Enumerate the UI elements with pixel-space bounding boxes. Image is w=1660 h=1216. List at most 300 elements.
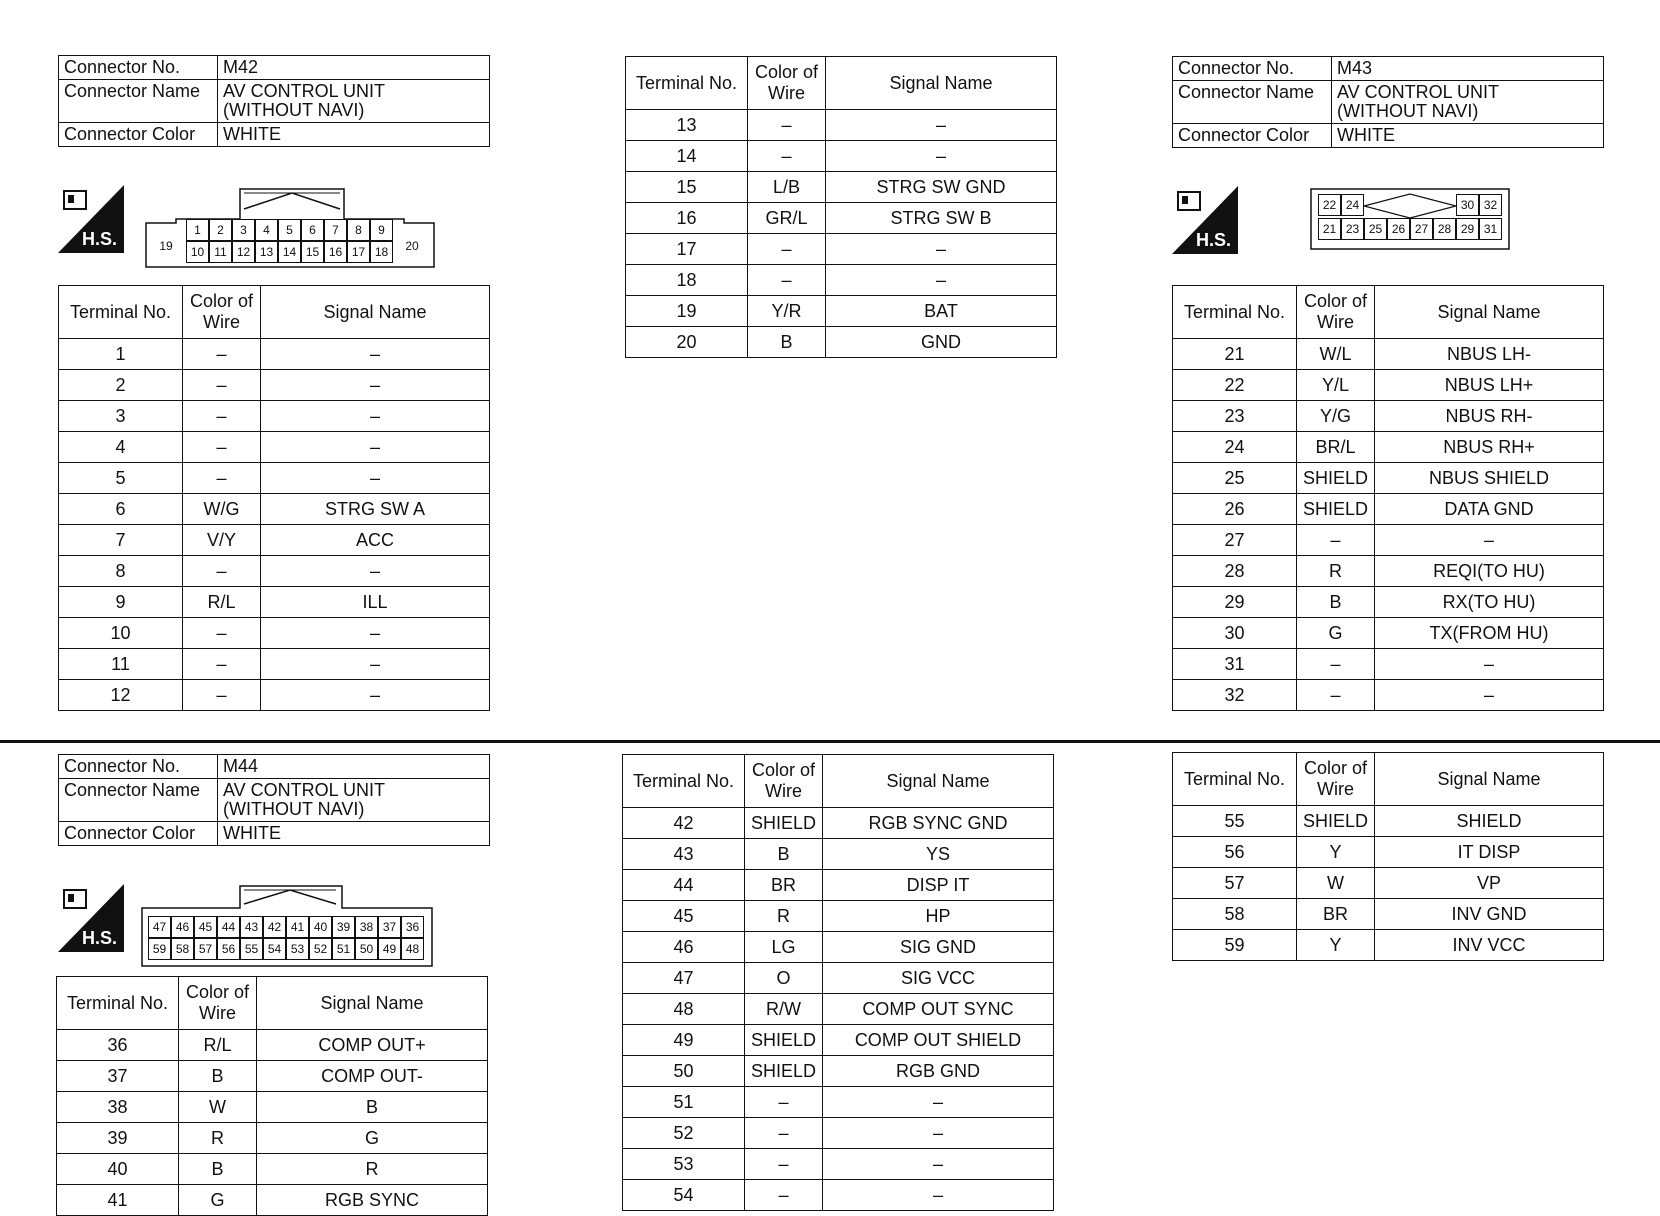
info-value: AV CONTROL UNIT (WITHOUT NAVI) (218, 779, 490, 822)
m44-terminal-table-final (1172, 752, 1604, 961)
terminal-cell: 28 (1173, 556, 1297, 587)
terminal-cell: 30 (1173, 618, 1297, 649)
header-signal: Signal Name (1375, 753, 1604, 806)
signal-name-cell: YS (823, 839, 1054, 870)
table-row (623, 870, 1054, 901)
table-row (57, 1185, 488, 1216)
pin: 41 (286, 916, 309, 938)
signal-name-cell: GND (826, 327, 1057, 358)
signal-name-cell: VP (1375, 868, 1604, 899)
wire-color-cell: Y/G (1297, 401, 1375, 432)
info-label: Connector Color (59, 123, 218, 147)
pin: 45 (194, 916, 217, 938)
m44-terminal-table (56, 976, 488, 1216)
pin: 40 (309, 916, 332, 938)
table-row (623, 932, 1054, 963)
pin: 6 (301, 219, 324, 241)
terminal-cell: 12 (59, 680, 183, 711)
info-value: AV CONTROL UNIT (WITHOUT NAVI) (218, 80, 490, 123)
terminal-cell: 19 (626, 296, 748, 327)
wire-color-cell: LG (745, 932, 823, 963)
pin: 30 (1456, 194, 1479, 216)
wire-color-cell: R/L (183, 587, 261, 618)
pin: 2 (209, 219, 232, 241)
signal-name-cell: BAT (826, 296, 1057, 327)
wire-color-cell: O (745, 963, 823, 994)
harness-side-icon (1172, 186, 1238, 254)
pin: 37 (378, 916, 401, 938)
pin: 31 (1479, 218, 1502, 240)
wire-color-cell: V/Y (183, 525, 261, 556)
m42-terminal-table-continued (625, 56, 1057, 358)
signal-name-cell: – (1375, 680, 1604, 711)
signal-name-cell: COMP OUT- (257, 1061, 488, 1092)
signal-name-cell: – (261, 556, 490, 587)
terminal-cell: 18 (626, 265, 748, 296)
terminal-cell: 5 (59, 463, 183, 494)
pin: 46 (171, 916, 194, 938)
pin: 4 (255, 219, 278, 241)
signal-name-cell: R (257, 1154, 488, 1185)
info-value: WHITE (1332, 124, 1604, 148)
table-row (59, 401, 490, 432)
pin: 5 (278, 219, 301, 241)
terminal-cell: 36 (57, 1030, 179, 1061)
table-row (1173, 339, 1604, 370)
pin: 21 (1318, 218, 1341, 240)
signal-name-cell: STRG SW GND (826, 172, 1057, 203)
terminal-cell: 10 (59, 618, 183, 649)
pin: 53 (286, 938, 309, 960)
pin: 51 (332, 938, 355, 960)
pin: 43 (240, 916, 263, 938)
terminal-cell: 4 (59, 432, 183, 463)
table-row (57, 1092, 488, 1123)
header-color: Color of Wire (179, 977, 257, 1030)
pin: 25 (1364, 218, 1387, 240)
table-row (59, 339, 490, 370)
wire-color-cell: R/L (179, 1030, 257, 1061)
pin: 15 (301, 241, 324, 263)
pin: 58 (171, 938, 194, 960)
table-row (59, 649, 490, 680)
header-terminal: Terminal No. (57, 977, 179, 1030)
pin: 52 (309, 938, 332, 960)
table-row (59, 556, 490, 587)
signal-name-cell: HP (823, 901, 1054, 932)
wire-color-cell: – (183, 618, 261, 649)
signal-name-cell: – (823, 1180, 1054, 1211)
table-row (1173, 401, 1604, 432)
table-row (1173, 930, 1604, 961)
wire-color-cell: SHIELD (745, 808, 823, 839)
wire-color-cell: – (745, 1180, 823, 1211)
signal-name-cell: RGB GND (823, 1056, 1054, 1087)
terminal-cell: 51 (623, 1087, 745, 1118)
table-row (623, 1118, 1054, 1149)
pin: 12 (232, 241, 255, 263)
table-row (1173, 432, 1604, 463)
svg-text:H.S.: H.S. (1196, 230, 1232, 250)
terminal-cell: 55 (1173, 806, 1297, 837)
terminal-cell: 53 (623, 1149, 745, 1180)
table-row (1173, 680, 1604, 711)
wire-color-cell: SHIELD (745, 1025, 823, 1056)
header-color: Color of Wire (1297, 286, 1375, 339)
terminal-cell: 22 (1173, 370, 1297, 401)
wire-color-cell: BR/L (1297, 432, 1375, 463)
m43-terminal-table (1172, 285, 1604, 711)
info-label: Connector Name (59, 80, 218, 123)
terminal-cell: 47 (623, 963, 745, 994)
wire-color-cell: – (1297, 525, 1375, 556)
table-row (623, 1149, 1054, 1180)
pin: 10 (186, 241, 209, 263)
signal-name-cell: STRG SW A (261, 494, 490, 525)
table-row (626, 141, 1057, 172)
table-row (1173, 463, 1604, 494)
table-row (1173, 618, 1604, 649)
signal-name-cell: SIG GND (823, 932, 1054, 963)
m44-connector-diagram (140, 884, 434, 968)
terminal-cell: 26 (1173, 494, 1297, 525)
header-signal: Signal Name (1375, 286, 1604, 339)
terminal-cell: 23 (1173, 401, 1297, 432)
harness-side-icon (58, 185, 124, 253)
wire-color-cell: SHIELD (1297, 494, 1375, 525)
signal-name-cell: NBUS RH- (1375, 401, 1604, 432)
terminal-cell: 14 (626, 141, 748, 172)
info-label: Connector Color (1173, 124, 1332, 148)
wire-color-cell: B (179, 1061, 257, 1092)
table-row (623, 839, 1054, 870)
pin: 22 (1318, 194, 1341, 216)
wire-color-cell: – (183, 680, 261, 711)
m44-connector-info (58, 754, 490, 846)
terminal-cell: 44 (623, 870, 745, 901)
terminal-cell: 7 (59, 525, 183, 556)
pin: 26 (1387, 218, 1410, 240)
pin: 55 (240, 938, 263, 960)
table-row (1173, 806, 1604, 837)
harness-side-icon (58, 884, 124, 952)
header-signal: Signal Name (261, 286, 490, 339)
pin: 54 (263, 938, 286, 960)
info-label: Connector No. (1173, 57, 1332, 81)
m43-connector-diagram (1310, 188, 1510, 252)
signal-name-cell: – (826, 234, 1057, 265)
terminal-cell: 27 (1173, 525, 1297, 556)
pin: 8 (347, 219, 370, 241)
table-row (626, 172, 1057, 203)
m42-terminal-table (58, 285, 490, 711)
terminal-cell: 39 (57, 1123, 179, 1154)
terminal-cell: 42 (623, 808, 745, 839)
wire-color-cell: – (1297, 680, 1375, 711)
wire-color-cell: GR/L (748, 203, 826, 234)
signal-name-cell: – (261, 432, 490, 463)
pin: 39 (332, 916, 355, 938)
wire-color-cell: R (1297, 556, 1375, 587)
signal-name-cell: NBUS RH+ (1375, 432, 1604, 463)
table-row (623, 1025, 1054, 1056)
signal-name-cell: – (261, 618, 490, 649)
wire-color-cell: – (183, 432, 261, 463)
info-value: M42 (218, 56, 490, 80)
info-value: WHITE (218, 822, 490, 846)
wire-color-cell: G (179, 1185, 257, 1216)
table-row (59, 494, 490, 525)
header-signal: Signal Name (823, 755, 1054, 808)
terminal-cell: 8 (59, 556, 183, 587)
pin: 28 (1433, 218, 1456, 240)
wire-color-cell: B (745, 839, 823, 870)
info-label: Connector Color (59, 822, 218, 846)
signal-name-cell: DISP IT (823, 870, 1054, 901)
info-value: M43 (1332, 57, 1604, 81)
terminal-cell: 46 (623, 932, 745, 963)
table-row (623, 994, 1054, 1025)
table-row (1173, 837, 1604, 868)
pin: 11 (209, 241, 232, 263)
signal-name-cell: – (261, 401, 490, 432)
pin: 44 (217, 916, 240, 938)
m43-connector-info (1172, 56, 1604, 148)
terminal-cell: 38 (57, 1092, 179, 1123)
header-signal: Signal Name (826, 57, 1057, 110)
wire-color-cell: – (745, 1087, 823, 1118)
pin: 13 (255, 241, 278, 263)
pin: 17 (347, 241, 370, 263)
header-color: Color of Wire (748, 57, 826, 110)
svg-text:H.S.: H.S. (82, 229, 118, 249)
wire-color-cell: – (748, 265, 826, 296)
table-row (59, 463, 490, 494)
pin: 47 (148, 916, 171, 938)
wire-color-cell: – (1297, 649, 1375, 680)
wire-color-cell: B (179, 1154, 257, 1185)
terminal-cell: 32 (1173, 680, 1297, 711)
table-row (1173, 494, 1604, 525)
wire-color-cell: SHIELD (1297, 463, 1375, 494)
table-row (623, 808, 1054, 839)
wire-color-cell: G (1297, 618, 1375, 649)
signal-name-cell: SHIELD (1375, 806, 1604, 837)
table-row (626, 234, 1057, 265)
pin: 42 (263, 916, 286, 938)
terminal-cell: 45 (623, 901, 745, 932)
table-row (626, 296, 1057, 327)
table-row (59, 680, 490, 711)
signal-name-cell: – (261, 370, 490, 401)
pin: 20 (396, 233, 428, 259)
pin: 56 (217, 938, 240, 960)
signal-name-cell: RGB SYNC GND (823, 808, 1054, 839)
header-signal: Signal Name (257, 977, 488, 1030)
signal-name-cell: NBUS LH- (1375, 339, 1604, 370)
terminal-cell: 37 (57, 1061, 179, 1092)
signal-name-cell: INV VCC (1375, 930, 1604, 961)
signal-name-cell: – (823, 1118, 1054, 1149)
info-value: AV CONTROL UNIT (WITHOUT NAVI) (1332, 81, 1604, 124)
wire-color-cell: – (183, 339, 261, 370)
terminal-cell: 21 (1173, 339, 1297, 370)
wire-color-cell: W/L (1297, 339, 1375, 370)
terminal-cell: 43 (623, 839, 745, 870)
terminal-cell: 58 (1173, 899, 1297, 930)
wire-color-cell: L/B (748, 172, 826, 203)
wire-color-cell: – (183, 370, 261, 401)
table-row (57, 1154, 488, 1185)
terminal-cell: 40 (57, 1154, 179, 1185)
table-row (57, 1123, 488, 1154)
table-row (626, 110, 1057, 141)
terminal-cell: 20 (626, 327, 748, 358)
table-row (1173, 899, 1604, 930)
wire-color-cell: – (748, 141, 826, 172)
wire-color-cell: – (183, 401, 261, 432)
signal-name-cell: – (826, 141, 1057, 172)
signal-name-cell: STRG SW B (826, 203, 1057, 234)
wire-color-cell: W/G (183, 494, 261, 525)
signal-name-cell: ACC (261, 525, 490, 556)
info-label: Connector Name (59, 779, 218, 822)
terminal-cell: 3 (59, 401, 183, 432)
signal-name-cell: – (1375, 649, 1604, 680)
info-value: WHITE (218, 123, 490, 147)
wire-color-cell: – (183, 556, 261, 587)
wire-color-cell: W (1297, 868, 1375, 899)
wire-color-cell: – (745, 1118, 823, 1149)
table-row (1173, 556, 1604, 587)
header-color: Color of Wire (745, 755, 823, 808)
table-row (57, 1030, 488, 1061)
terminal-cell: 49 (623, 1025, 745, 1056)
signal-name-cell: DATA GND (1375, 494, 1604, 525)
pin: 24 (1341, 194, 1364, 216)
signal-name-cell: COMP OUT+ (257, 1030, 488, 1061)
terminal-cell: 57 (1173, 868, 1297, 899)
signal-name-cell: IT DISP (1375, 837, 1604, 868)
wire-color-cell: – (183, 649, 261, 680)
terminal-cell: 15 (626, 172, 748, 203)
terminal-cell: 52 (623, 1118, 745, 1149)
table-row (626, 327, 1057, 358)
terminal-cell: 59 (1173, 930, 1297, 961)
wire-color-cell: R (179, 1123, 257, 1154)
wire-color-cell: – (745, 1149, 823, 1180)
terminal-cell: 25 (1173, 463, 1297, 494)
signal-name-cell: – (823, 1087, 1054, 1118)
pin: 1 (186, 219, 209, 241)
table-row (1173, 370, 1604, 401)
terminal-cell: 50 (623, 1056, 745, 1087)
terminal-cell: 6 (59, 494, 183, 525)
header-terminal: Terminal No. (623, 755, 745, 808)
wire-color-cell: Y (1297, 837, 1375, 868)
table-row (623, 1056, 1054, 1087)
header-terminal: Terminal No. (1173, 286, 1297, 339)
wire-color-cell: – (183, 463, 261, 494)
signal-name-cell: NBUS SHIELD (1375, 463, 1604, 494)
header-color: Color of Wire (1297, 753, 1375, 806)
signal-name-cell: COMP OUT SYNC (823, 994, 1054, 1025)
signal-name-cell: REQI(TO HU) (1375, 556, 1604, 587)
table-row (59, 587, 490, 618)
terminal-cell: 54 (623, 1180, 745, 1211)
signal-name-cell: SIG VCC (823, 963, 1054, 994)
wire-color-cell: – (748, 110, 826, 141)
signal-name-cell: – (261, 680, 490, 711)
terminal-cell: 9 (59, 587, 183, 618)
table-row (623, 901, 1054, 932)
header-terminal: Terminal No. (1173, 753, 1297, 806)
pin: 50 (355, 938, 378, 960)
signal-name-cell: G (257, 1123, 488, 1154)
wire-color-cell: SHIELD (745, 1056, 823, 1087)
terminal-cell: 13 (626, 110, 748, 141)
signal-name-cell: RX(TO HU) (1375, 587, 1604, 618)
signal-name-cell: – (261, 463, 490, 494)
m42-connector-diagram (144, 185, 436, 269)
signal-name-cell: COMP OUT SHIELD (823, 1025, 1054, 1056)
pin: 27 (1410, 218, 1433, 240)
header-color: Color of Wire (183, 286, 261, 339)
pin: 48 (401, 938, 424, 960)
signal-name-cell: NBUS LH+ (1375, 370, 1604, 401)
table-row (59, 370, 490, 401)
signal-name-cell: – (261, 339, 490, 370)
table-row (623, 1180, 1054, 1211)
terminal-cell: 56 (1173, 837, 1297, 868)
wire-color-cell: B (748, 327, 826, 358)
terminal-cell: 41 (57, 1185, 179, 1216)
svg-text:H.S.: H.S. (82, 928, 118, 948)
wire-color-cell: BR (745, 870, 823, 901)
pin: 23 (1341, 218, 1364, 240)
table-row (626, 203, 1057, 234)
terminal-cell: 11 (59, 649, 183, 680)
table-row (1173, 649, 1604, 680)
table-row (59, 618, 490, 649)
signal-name-cell: TX(FROM HU) (1375, 618, 1604, 649)
signal-name-cell: – (1375, 525, 1604, 556)
table-row (1173, 525, 1604, 556)
terminal-cell: 31 (1173, 649, 1297, 680)
wire-color-cell: BR (1297, 899, 1375, 930)
m44-terminal-table-continued (622, 754, 1054, 1211)
pin: 9 (370, 219, 393, 241)
terminal-cell: 24 (1173, 432, 1297, 463)
terminal-cell: 17 (626, 234, 748, 265)
pin: 16 (324, 241, 347, 263)
wire-color-cell: SHIELD (1297, 806, 1375, 837)
pin: 14 (278, 241, 301, 263)
header-terminal: Terminal No. (59, 286, 183, 339)
terminal-cell: 2 (59, 370, 183, 401)
terminal-cell: 48 (623, 994, 745, 1025)
table-row (623, 963, 1054, 994)
wire-color-cell: Y (1297, 930, 1375, 961)
pin: 59 (148, 938, 171, 960)
info-label: Connector Name (1173, 81, 1332, 124)
pin: 49 (378, 938, 401, 960)
table-row (59, 525, 490, 556)
info-value: M44 (218, 755, 490, 779)
pin: 32 (1479, 194, 1502, 216)
wire-color-cell: Y/L (1297, 370, 1375, 401)
table-row (1173, 868, 1604, 899)
